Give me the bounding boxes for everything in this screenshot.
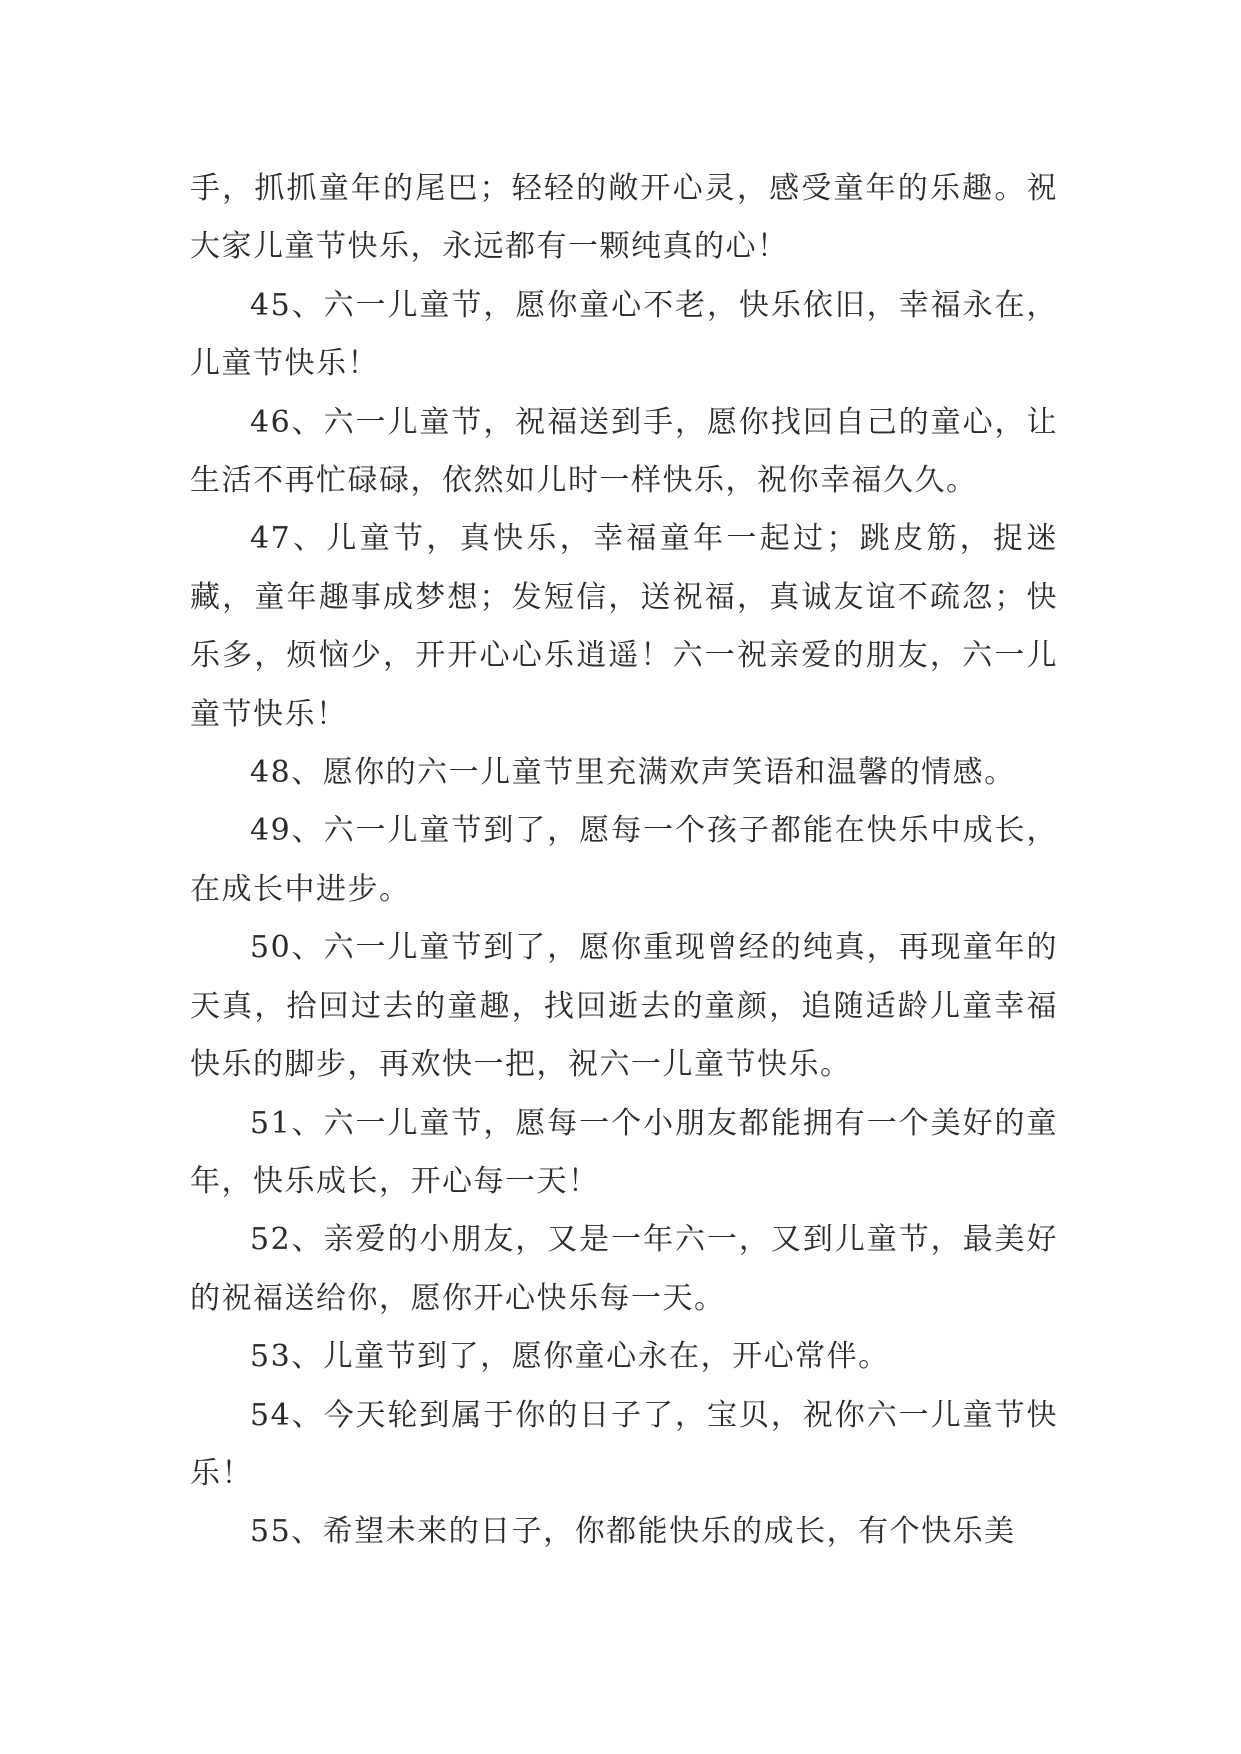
paragraph-52: 52、亲爱的小朋友，又是一年六一，又到儿童节，最美好的祝福送给你，愿你开心快乐每一天。	[190, 1222, 1058, 1316]
document-body	[190, 160, 1058, 1562]
paragraph-45: 45、六一儿童节，愿你童心不老，快乐依旧，幸福永在，儿童节快乐！	[190, 287, 1058, 382]
paragraph-46: 46、六一儿童节，祝福送到手，愿你找回自己的童心，让生活不再忙碌碌，依然如儿时一样快乐，祝你幸福久久。	[190, 404, 1058, 499]
paragraph-47: 47、儿童节，真快乐，幸福童年一起过；跳皮筋，捉迷藏，童年趣事成梦想；发短信，送祝福，真诚友谊不疏忽；快乐多，烦恼少，开开心心乐逍遥！六一祝亲爱的朋友，六一儿童节快乐！	[190, 521, 1058, 732]
paragraph-53: 53、儿童节到了，愿你童心永在，开心常伴。	[250, 1339, 890, 1375]
paragraph-50: 50、六一儿童节到了，愿你重现曾经的纯真，再现童年的天真，拾回过去的童趣，找回逝去的童颜，追随适龄儿童幸福快乐的脚步，再欢快一把，祝六一儿童节快乐。	[190, 930, 1058, 1083]
paragraph-55: 55、希望未来的日子，你都能快乐的成长，有个快乐美	[250, 1514, 1016, 1550]
paragraph-51: 51、六一儿童节，愿每一个小朋友都能拥有一个美好的童年，快乐成长，开心每一天！	[190, 1105, 1058, 1199]
paragraph-54: 54、今天轮到属于你的日子了，宝贝，祝你六一儿童节快乐！	[190, 1397, 1058, 1491]
paragraph-continuation: 手，抓抓童年的尾巴；轻轻的敞开心灵，感受童年的乐趣。祝大家儿童节快乐，永远都有一颗纯真的心！	[190, 171, 1058, 265]
paragraph-48: 48、愿你的六一儿童节里充满欢声笑语和温馨的情感。	[250, 755, 1016, 791]
paragraph-49: 49、六一儿童节到了，愿每一个孩子都能在快乐中成长，在成长中进步。	[190, 813, 1058, 907]
